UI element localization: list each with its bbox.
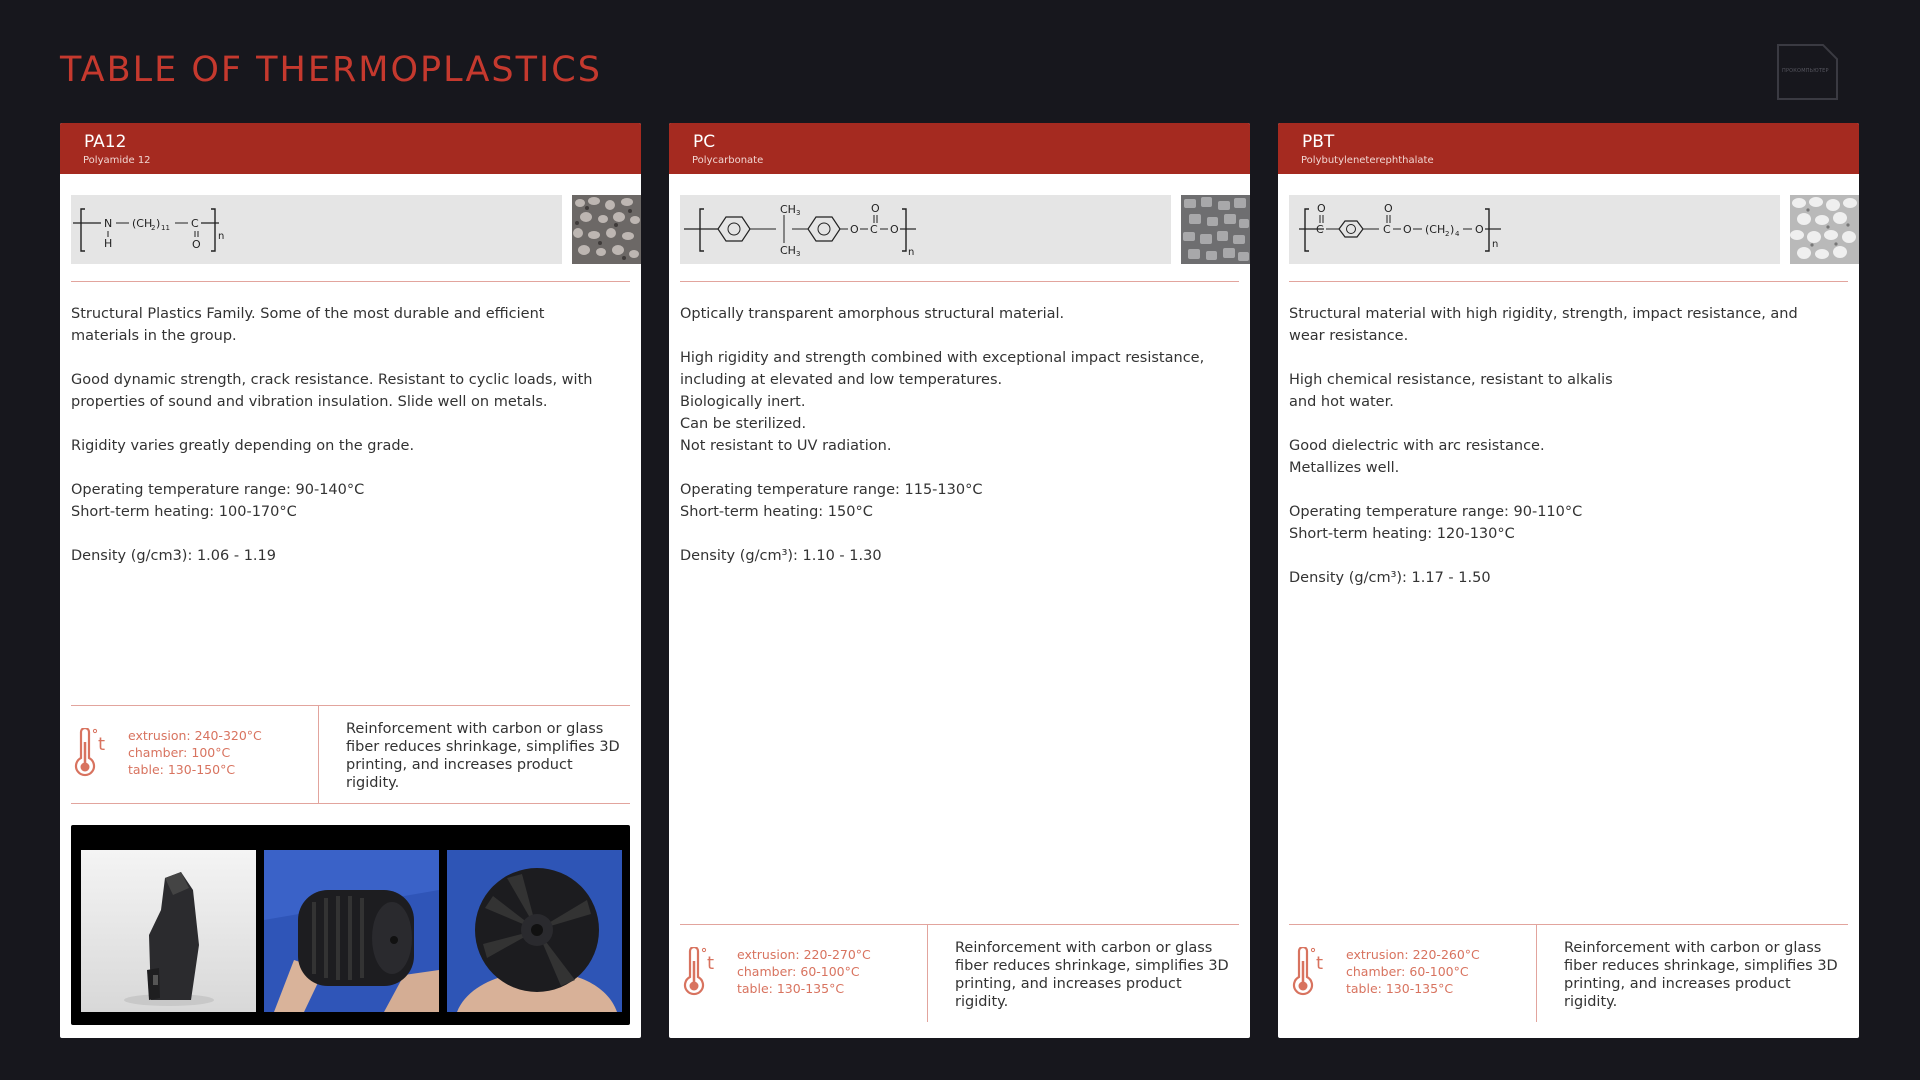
table-temperature: table: 130-135°C — [1346, 981, 1454, 996]
polyamide-12-structural-formula-icon — [71, 195, 562, 264]
svg-text:C: C — [191, 217, 199, 230]
reinforcement-note: Reinforcement with carbon or glass fiber reduces shrinkage, simplifies 3D printing, and increases product rigidity. — [955, 940, 1229, 1010]
svg-text:n: n — [1492, 239, 1499, 250]
divider — [71, 803, 630, 804]
svg-text:O: O — [871, 202, 880, 215]
material-code: PC — [693, 132, 716, 152]
printed-part-bracket-photo-icon — [81, 850, 256, 1012]
card-pbt — [1278, 123, 1859, 1038]
polycarbonate-structural-formula-icon — [680, 195, 1171, 264]
printed-parts-gallery — [71, 825, 630, 1025]
card-header — [1278, 123, 1859, 174]
material-name: Polyamide 12 — [83, 155, 151, 166]
divider — [680, 281, 1239, 282]
svg-text:O: O — [192, 238, 201, 251]
divider — [318, 706, 319, 803]
divider — [927, 925, 928, 1022]
chamber-temperature: chamber: 100°C — [128, 745, 231, 760]
logo-text: ПРОКОМПЬЮТЕР — [1782, 68, 1829, 74]
svg-text:C: C — [870, 223, 878, 236]
pbt-structural-formula-icon — [1289, 195, 1780, 264]
material-name: Polycarbonate — [692, 155, 764, 166]
svg-text:t: t — [1316, 953, 1324, 974]
svg-text:(CH: (CH — [132, 217, 153, 230]
svg-text:n: n — [218, 231, 225, 242]
card-pc — [669, 123, 1250, 1038]
thermometer-icon — [1291, 947, 1331, 997]
svg-text:O: O — [1384, 202, 1393, 215]
svg-text:O: O — [1475, 223, 1484, 236]
svg-text:4: 4 — [1455, 230, 1460, 238]
svg-text:3: 3 — [796, 250, 801, 258]
svg-text:O: O — [1403, 223, 1412, 236]
svg-text:C: C — [1316, 223, 1324, 236]
svg-text:n: n — [908, 247, 915, 258]
svg-text:N: N — [104, 217, 113, 230]
card-header — [669, 123, 1250, 174]
svg-text:): ) — [1450, 223, 1455, 236]
svg-text:C: C — [1383, 223, 1391, 236]
reinforcement-note: Reinforcement with carbon or glass fiber reduces shrinkage, simplifies 3D printing, and increases product rigidity. — [1564, 940, 1838, 1010]
extrusion-temperature: extrusion: 240-320°C — [128, 728, 262, 743]
granules-photo-icon — [1790, 195, 1859, 264]
svg-text:(CH: (CH — [1425, 223, 1446, 236]
table-temperature: table: 130-135°C — [737, 981, 845, 996]
material-name: Polybutyleneterephthalate — [1301, 155, 1434, 166]
card-pa12 — [60, 123, 641, 1038]
print-settings-panel — [71, 706, 630, 803]
svg-text:CH: CH — [780, 244, 796, 257]
svg-text:): ) — [156, 217, 161, 230]
reinforcement-note: Reinforcement with carbon or glass fiber reduces shrinkage, simplifies 3D printing, and increases product rigidity. — [346, 721, 620, 791]
card-header — [60, 123, 641, 174]
granules-photo-icon — [1181, 195, 1250, 264]
printed-part-housing-photo-icon — [264, 850, 439, 1012]
svg-text:t: t — [98, 734, 106, 755]
print-settings-panel — [680, 925, 1239, 1022]
svg-text:H: H — [104, 237, 113, 250]
svg-text:O: O — [1317, 202, 1326, 215]
divider — [71, 281, 630, 282]
extrusion-temperature: extrusion: 220-260°C — [1346, 947, 1480, 962]
svg-text:O: O — [890, 223, 899, 236]
chamber-temperature: chamber: 60-100°C — [737, 964, 860, 979]
material-description: Structural Plastics Family. Some of the most durable and efficient materials in the group. Good dynamic strength, crack resistance. Resistant to cyclic loads, with properties of sound and vibration insulation. Slide well on metals. Rigidity varies greatly depending on the grade. Operating temperature range: 90-140°C Short-term heating: 100-170°C Density (g/cm3): 1.06 - 1.19 — [71, 306, 593, 564]
svg-text:O: O — [850, 223, 859, 236]
granules-photo-icon — [572, 195, 641, 264]
thermometer-icon — [73, 728, 113, 778]
svg-text:CH: CH — [780, 203, 796, 216]
page-title: TABLE OF THERMOPLASTICS — [60, 50, 602, 90]
svg-text:3: 3 — [796, 209, 801, 217]
extrusion-temperature: extrusion: 220-270°C — [737, 947, 871, 962]
chamber-temperature: chamber: 60-100°C — [1346, 964, 1469, 979]
material-description: Optically transparent amorphous structural material. High rigidity and strength combined with exceptional impact resistance, including at elevated and low temperatures. Biologically inert. Can be sterilized. Not resistant to UV radiation. Operating temperature range: 115-130°C Short-term heating: 150°C Density (g/cm³): 1.10 - 1.30 — [680, 306, 1205, 564]
print-settings-panel — [1289, 925, 1848, 1022]
material-code: PBT — [1302, 132, 1335, 152]
svg-text:2: 2 — [1445, 230, 1450, 238]
brand-logo — [1777, 44, 1838, 100]
svg-text:2: 2 — [151, 224, 156, 232]
printed-part-impeller-photo-icon — [447, 850, 622, 1012]
thermometer-icon — [682, 947, 722, 997]
divider — [1536, 925, 1537, 1022]
svg-text:t: t — [707, 953, 715, 974]
material-code: PA12 — [84, 132, 127, 152]
divider — [1289, 281, 1848, 282]
svg-text:11: 11 — [161, 224, 170, 232]
table-temperature: table: 130-150°C — [128, 762, 236, 777]
material-description: Structural material with high rigidity, strength, impact resistance, and wear resistance. High chemical resistance, resistant to alkalis and hot water. Good dielectric with arc resistance. Metallizes well. Operating temperature range: 90-110°C Short-term heating: 120-130°C Density (g/cm³): 1.17 - 1.50 — [1289, 306, 1798, 586]
